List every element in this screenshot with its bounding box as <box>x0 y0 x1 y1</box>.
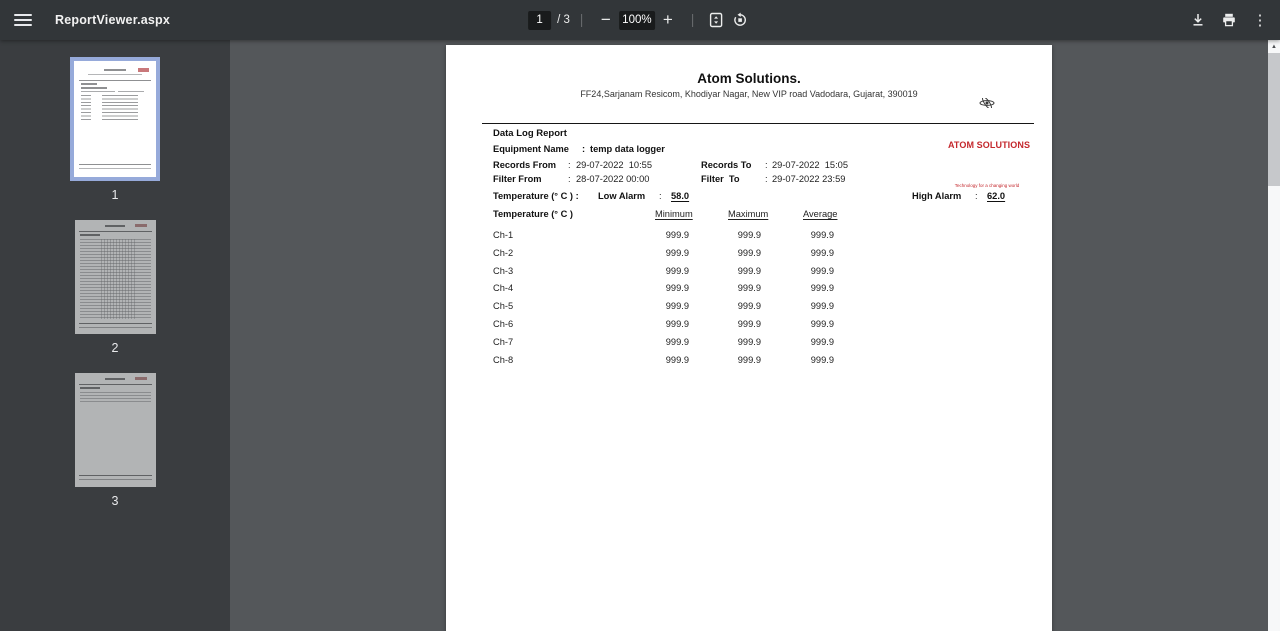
avg-value: 999.9 <box>810 336 834 347</box>
equipment-value: temp data logger <box>590 144 665 154</box>
min-value: 999.9 <box>665 230 689 240</box>
filter-from-value: 28-07-2022 00:00 <box>576 173 650 184</box>
records-to-value: 29-07-2022 15:05 <box>772 160 848 170</box>
report-company-name: Atom Solutions. <box>697 71 801 86</box>
max-value: 999.9 <box>737 301 761 312</box>
toolbar-left <box>0 0 170 40</box>
logo-tagline: Technology for a changing world <box>954 182 1020 188</box>
thumbnail-page-number[interactable]: 2 <box>111 341 119 355</box>
page-total-label: / 3 <box>557 14 570 26</box>
hamburger-icon <box>14 14 32 26</box>
more-options-button[interactable]: ⋮ <box>1252 12 1268 29</box>
records-to-colon: : <box>765 160 768 170</box>
zoom-in-button[interactable]: + <box>662 10 673 29</box>
table-row <box>446 281 1052 299</box>
page-thumbnail-3[interactable] <box>75 373 156 487</box>
download-icon <box>1190 12 1206 28</box>
avg-value: 999.9 <box>810 318 834 329</box>
filter-to-label: Filter To <box>701 173 740 184</box>
page-number-input[interactable] <box>528 11 551 30</box>
avg-value: 999.9 <box>810 265 834 276</box>
low-alarm-colon: : <box>659 191 662 201</box>
menu-button[interactable] <box>0 0 46 40</box>
fit-to-page-button[interactable] <box>704 0 728 40</box>
column-header-maximum: Maximum <box>728 209 769 219</box>
rotate-counterclockwise-icon <box>732 12 748 28</box>
thumbnail-preview <box>75 220 156 334</box>
thumbnail-preview <box>74 61 156 177</box>
channel-name: Ch-8 <box>493 354 514 365</box>
zoom-level-input[interactable] <box>619 11 655 30</box>
table-row <box>446 264 1052 282</box>
print-button[interactable] <box>1217 0 1241 40</box>
min-value: 999.9 <box>665 318 689 329</box>
download-button[interactable] <box>1186 0 1210 40</box>
avg-value: 999.9 <box>810 301 834 312</box>
column-header-minimum: Minimum <box>655 209 693 219</box>
toolbar-separator <box>581 14 582 27</box>
records-to-label: Records To <box>701 160 752 170</box>
avg-value: 999.9 <box>810 354 834 365</box>
atom-logo-icon <box>979 98 995 108</box>
min-value: 999.9 <box>665 354 689 365</box>
vertical-scrollbar[interactable] <box>1268 40 1280 631</box>
max-value: 999.9 <box>737 354 761 365</box>
thumbnail-sidebar <box>0 40 230 631</box>
header-divider <box>482 123 1034 124</box>
max-value: 999.9 <box>737 336 761 347</box>
channel-name: Ch-1 <box>493 230 514 240</box>
fit-to-page-icon <box>708 12 724 28</box>
pdf-toolbar <box>0 0 1280 40</box>
high-alarm-label: High Alarm <box>912 191 962 201</box>
toolbar-right <box>1186 0 1272 40</box>
filter-from-colon: : <box>568 173 571 184</box>
min-value: 999.9 <box>665 301 689 312</box>
records-from-value: 29-07-2022 10:55 <box>576 160 652 170</box>
toolbar-separator <box>692 14 693 27</box>
temperature-label: Temperature (° C ) : <box>493 191 579 201</box>
thumbnail-page-number[interactable]: 1 <box>111 188 119 202</box>
table-row <box>446 335 1052 353</box>
logo-text: ATOM SOLUTIONS <box>948 140 1031 150</box>
channel-name: Ch-5 <box>493 301 514 312</box>
toolbar-center <box>528 0 752 40</box>
min-value: 999.9 <box>665 336 689 347</box>
min-value: 999.9 <box>665 265 689 276</box>
channel-name: Ch-4 <box>493 283 514 294</box>
table-row <box>446 228 1052 246</box>
low-alarm-label: Low Alarm <box>598 191 646 201</box>
table-row <box>446 299 1052 317</box>
section-title: Data Log Report <box>493 128 567 139</box>
records-from-label: Records From <box>493 160 557 170</box>
zoom-out-button[interactable]: − <box>600 10 611 29</box>
rotate-button[interactable] <box>728 0 752 40</box>
low-alarm-value: 58.0 <box>671 191 690 201</box>
column-header-average: Average <box>803 209 838 219</box>
document-viewport[interactable] <box>230 40 1268 631</box>
filter-to-colon: : <box>765 173 768 184</box>
scrollbar-thumb[interactable] <box>1268 53 1280 186</box>
max-value: 999.9 <box>737 230 761 240</box>
print-icon <box>1221 12 1237 28</box>
high-alarm-colon: : <box>975 191 978 201</box>
avg-value: 999.9 <box>810 230 834 240</box>
thumbnail-page-number[interactable]: 3 <box>111 494 119 508</box>
max-value: 999.9 <box>737 247 761 258</box>
page-thumbnail-2[interactable] <box>75 220 156 334</box>
table-group-label: Temperature (° C ) <box>493 209 573 219</box>
table-row <box>446 246 1052 264</box>
channel-name: Ch-3 <box>493 265 514 276</box>
channel-name: Ch-2 <box>493 247 514 258</box>
equipment-colon: : <box>582 144 586 154</box>
high-alarm-value: 62.0 <box>987 191 1006 201</box>
avg-value: 999.9 <box>810 247 834 258</box>
equipment-label: Equipment Name <box>493 144 569 154</box>
table-row <box>446 353 1052 371</box>
min-value: 999.9 <box>665 283 689 294</box>
channel-name: Ch-7 <box>493 336 514 347</box>
channel-table <box>446 228 1052 370</box>
channel-name: Ch-6 <box>493 318 514 329</box>
page-thumbnail-1[interactable] <box>70 57 160 181</box>
table-row <box>446 317 1052 335</box>
report-company-address: FF24,Sarjanam Resicom, Khodiyar Nagar, New VIP road Vadodara, Gujarat, 390019 <box>580 89 918 99</box>
max-value: 999.9 <box>737 283 761 294</box>
records-from-colon: : <box>568 160 571 170</box>
scroll-up-arrow-icon[interactable]: ▲ <box>1271 43 1277 50</box>
thumbnail-preview <box>75 373 156 487</box>
filter-to-value: 29-07-2022 23:59 <box>772 173 846 184</box>
max-value: 999.9 <box>737 318 761 329</box>
min-value: 999.9 <box>665 247 689 258</box>
pdf-page-1 <box>446 45 1052 631</box>
avg-value: 999.9 <box>810 283 834 294</box>
document-title: ReportViewer.aspx <box>55 13 171 27</box>
filter-from-label: Filter From <box>493 173 542 184</box>
max-value: 999.9 <box>737 265 761 276</box>
